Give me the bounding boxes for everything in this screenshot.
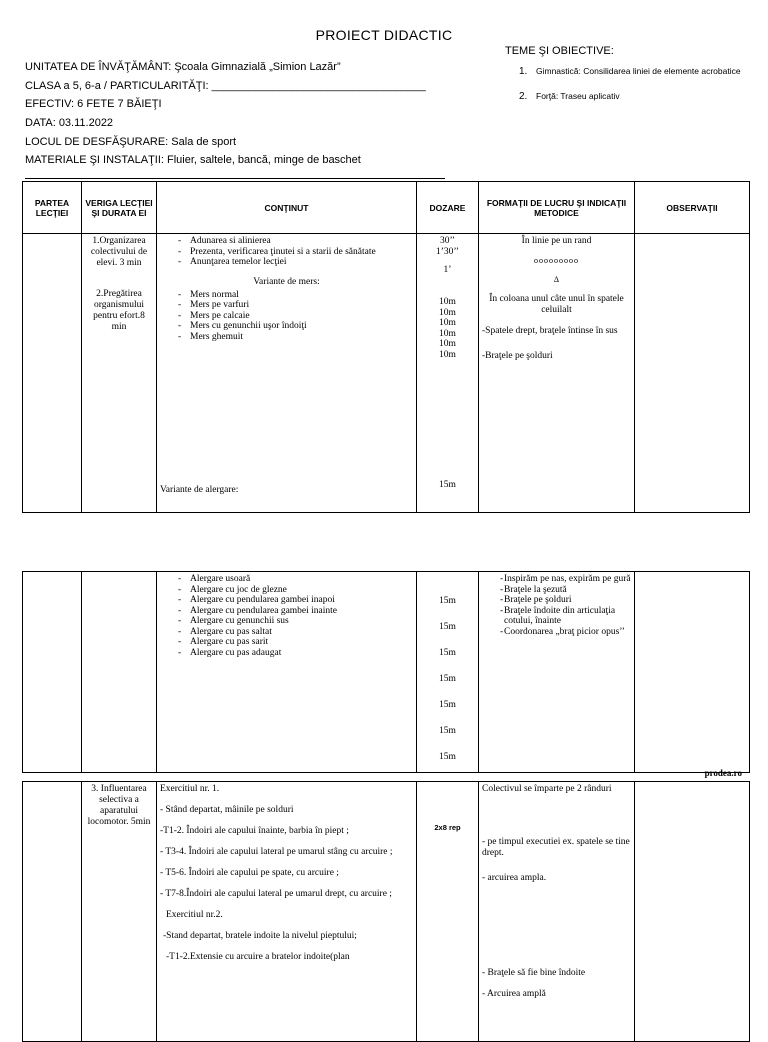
dosage-value: 2x8 rep	[434, 823, 461, 832]
list-item: - Braţele pe şolduri	[482, 595, 631, 606]
topic-text: Gimnastică: Consilidarea liniei de elemente acrobatice	[536, 66, 741, 76]
lesson-table-1	[22, 181, 750, 513]
content-cell	[157, 234, 417, 513]
header-link: VERIGA LECŢIEI ŞI DURATA EI	[82, 182, 157, 234]
class-info: CLASA a 5, 6-a / PARTICULARITĂŢI: ___________________________________	[25, 80, 426, 92]
dosage-value: 10m	[439, 307, 456, 318]
dosage-value: 15m	[439, 648, 456, 658]
formations-cell	[479, 234, 635, 513]
method-note: - Braţele să fie bine îndoite	[482, 968, 586, 978]
topic-number: 1.	[519, 66, 528, 77]
dosage-value: 15m	[439, 622, 456, 632]
topic-item	[519, 66, 741, 77]
dosage-value: 15m	[439, 752, 456, 762]
header-formations: FORMAŢII DE LUCRU ŞI INDICAŢII METODICE	[479, 182, 635, 234]
list-item: - Prezenta, verificarea ţinutei si a starii de sănătate	[160, 247, 413, 258]
observations-cell	[635, 572, 750, 773]
list-item: - Coordonarea „braţ picior opus’’	[482, 627, 631, 638]
dosage-value: 15m	[439, 674, 456, 684]
list-item: - Anunţarea temelor lecţiei	[160, 257, 413, 268]
dosage-value: 30’’	[439, 236, 456, 246]
exercise-line: -Stand departat, bratele indoite la nivelul pieptului;	[163, 931, 357, 941]
list-item: - Alergare cu pendularea gambei inainte	[160, 606, 413, 617]
link-cell	[82, 234, 157, 513]
link-organizing: 1.Organizarea colectivului de elevi. 3 min	[90, 236, 148, 268]
exercise-line: -T1-2.Extensie cu arcuire a bratelor indoite(plan	[166, 952, 350, 962]
method-note: Colectivul se împarte pe 2 rânduri	[482, 784, 612, 794]
method-note: - arcuirea ampla.	[482, 873, 547, 883]
dosage-value: 10m	[439, 318, 456, 328]
list-item: - Mers pe varfuri	[160, 300, 413, 311]
formation-line: În linie pe un rand	[521, 236, 592, 246]
dosage-cell	[417, 234, 479, 513]
list-item: - Mers ghemuit	[160, 332, 413, 343]
exercise-line: - T3-4. Îndoiri ale capului lateral pe umarul stâng cu arcuire ;	[160, 847, 393, 857]
list-item: - Mers cu genunchii uşor îndoiţi	[160, 321, 413, 332]
student-count: EFECTIV: 6 FETE 7 BĂIEŢI	[25, 98, 162, 110]
list-item: - Mers normal	[160, 290, 413, 301]
dosage-value: 1’	[443, 265, 452, 275]
list-item: - Alergare cu pas sarit	[160, 637, 413, 648]
run-variants-title: Variante de alergare:	[160, 485, 239, 495]
method-note: - pe timpul executiei ex. spatele se tine drept.	[482, 837, 630, 858]
list-item: - Braţele îndoite din articulaţia cotului, înainte	[482, 606, 631, 627]
part-cell	[23, 234, 82, 513]
header-part: PARTEA LECŢIEI	[23, 182, 82, 234]
divider-line	[25, 178, 445, 179]
school-unit: UNITATEA DE ÎNVĂŢĂMÂNT: Şcoala Gimnazială „Simion Lazăr”	[25, 61, 341, 73]
header-observations: OBSERVAŢII	[635, 182, 750, 234]
organizing-list	[160, 236, 413, 268]
dosage-value: 15m	[439, 596, 456, 606]
list-item: - Alergare cu joc de glezne	[160, 585, 413, 596]
formations-cell	[479, 782, 635, 1042]
exercise-title: Exercitiul nr.2.	[166, 910, 223, 920]
list-item: - Inspirăm pe nas, expirăm pe gură	[482, 574, 631, 585]
dosage-value: 10m	[439, 328, 456, 339]
lesson-table-2	[22, 571, 750, 773]
link-cell	[82, 572, 157, 773]
list-item: - Alergare cu pas saltat	[160, 627, 413, 638]
exercise-line: - T7-8.Îndoiri ale capului lateral pe umarul drept, cu arcuire ;	[160, 889, 392, 899]
exercise-title: Exercitiul nr. 1.	[160, 784, 220, 794]
exercise-line: - Stând departat, mâinile pe solduri	[160, 805, 294, 815]
method-note: - Arcuirea amplă	[482, 989, 546, 999]
part-cell	[23, 782, 82, 1042]
list-item: - Braţele la şezută	[482, 585, 631, 596]
dosage-value: 15m	[439, 726, 456, 736]
formation-dots: ooooooooo	[534, 256, 579, 265]
link-cell	[82, 782, 157, 1042]
method-list	[482, 574, 631, 637]
lesson-date: DATA: 03.11.2022	[25, 117, 114, 129]
dosage-value: 10m	[439, 339, 456, 349]
content-cell	[157, 572, 417, 773]
lesson-table-3	[22, 781, 750, 1042]
header-content: CONŢINUT	[157, 182, 417, 234]
dosage-value: 10m	[439, 349, 456, 360]
content-cell	[157, 782, 417, 1042]
formation-column: În coloana unul câte unul în spatele celuilalt	[489, 294, 624, 315]
exercise-line: - T5-6. Îndoiri ale capului pe spate, cu arcuire ;	[160, 868, 339, 878]
list-item: - Alergare cu genunchii sus	[160, 616, 413, 627]
page-title: PROIECT DIDACTIC	[315, 27, 453, 43]
observations-cell	[635, 782, 750, 1042]
part-cell	[23, 572, 82, 773]
link-preparing: 2.Pregătirea organismului pentru efort.8 min	[93, 289, 145, 332]
header-dosage: DOZARE	[417, 182, 479, 234]
observations-cell	[635, 234, 750, 513]
topic-text: Forţă: Traseu aplicativ	[536, 91, 620, 101]
dosage-value: 10m	[439, 297, 456, 307]
list-item: - Mers pe calcaie	[160, 311, 413, 322]
dosage-value: 1’30’’	[435, 247, 460, 257]
run-list	[160, 574, 413, 658]
watermark: prodea.ro	[704, 768, 742, 778]
dosage-cell	[417, 572, 479, 773]
dosage-value: 15m	[439, 700, 456, 710]
walk-variants-title: Variante de mers:	[253, 276, 320, 287]
method-note: -Braţele pe şolduri	[482, 351, 553, 361]
topic-item	[519, 91, 741, 102]
teacher-triangle: Δ	[553, 275, 560, 284]
dosage-value: 15m	[439, 480, 456, 490]
materials: MATERIALE ŞI INSTALAŢII: Fluier, saltele, bancă, minge de baschet	[25, 154, 361, 166]
dosage-cell	[417, 782, 479, 1042]
list-item: - Alergare cu pendularea gambei inapoi	[160, 595, 413, 606]
list-item: - Alergare usoară	[160, 574, 413, 585]
topic-number: 2.	[519, 91, 528, 102]
list-item: - Adunarea si alinierea	[160, 236, 413, 247]
formations-cell	[479, 572, 635, 773]
exercise-line: -T1-2. Îndoiri ale capului înainte, barbia în piept ;	[160, 826, 349, 836]
walk-list	[160, 290, 413, 343]
list-item: - Alergare cu pas adaugat	[160, 648, 413, 659]
link-selective: 3. Influentarea selectiva a aparatului locomotor. 5min	[87, 784, 151, 827]
lesson-location: LOCUL DE DESFĂŞURARE: Sala de sport	[25, 136, 237, 148]
method-note: -Spatele drept, braţele întinse în sus	[482, 326, 618, 336]
topics-title: TEME ŞI OBIECTIVE:	[505, 45, 614, 57]
